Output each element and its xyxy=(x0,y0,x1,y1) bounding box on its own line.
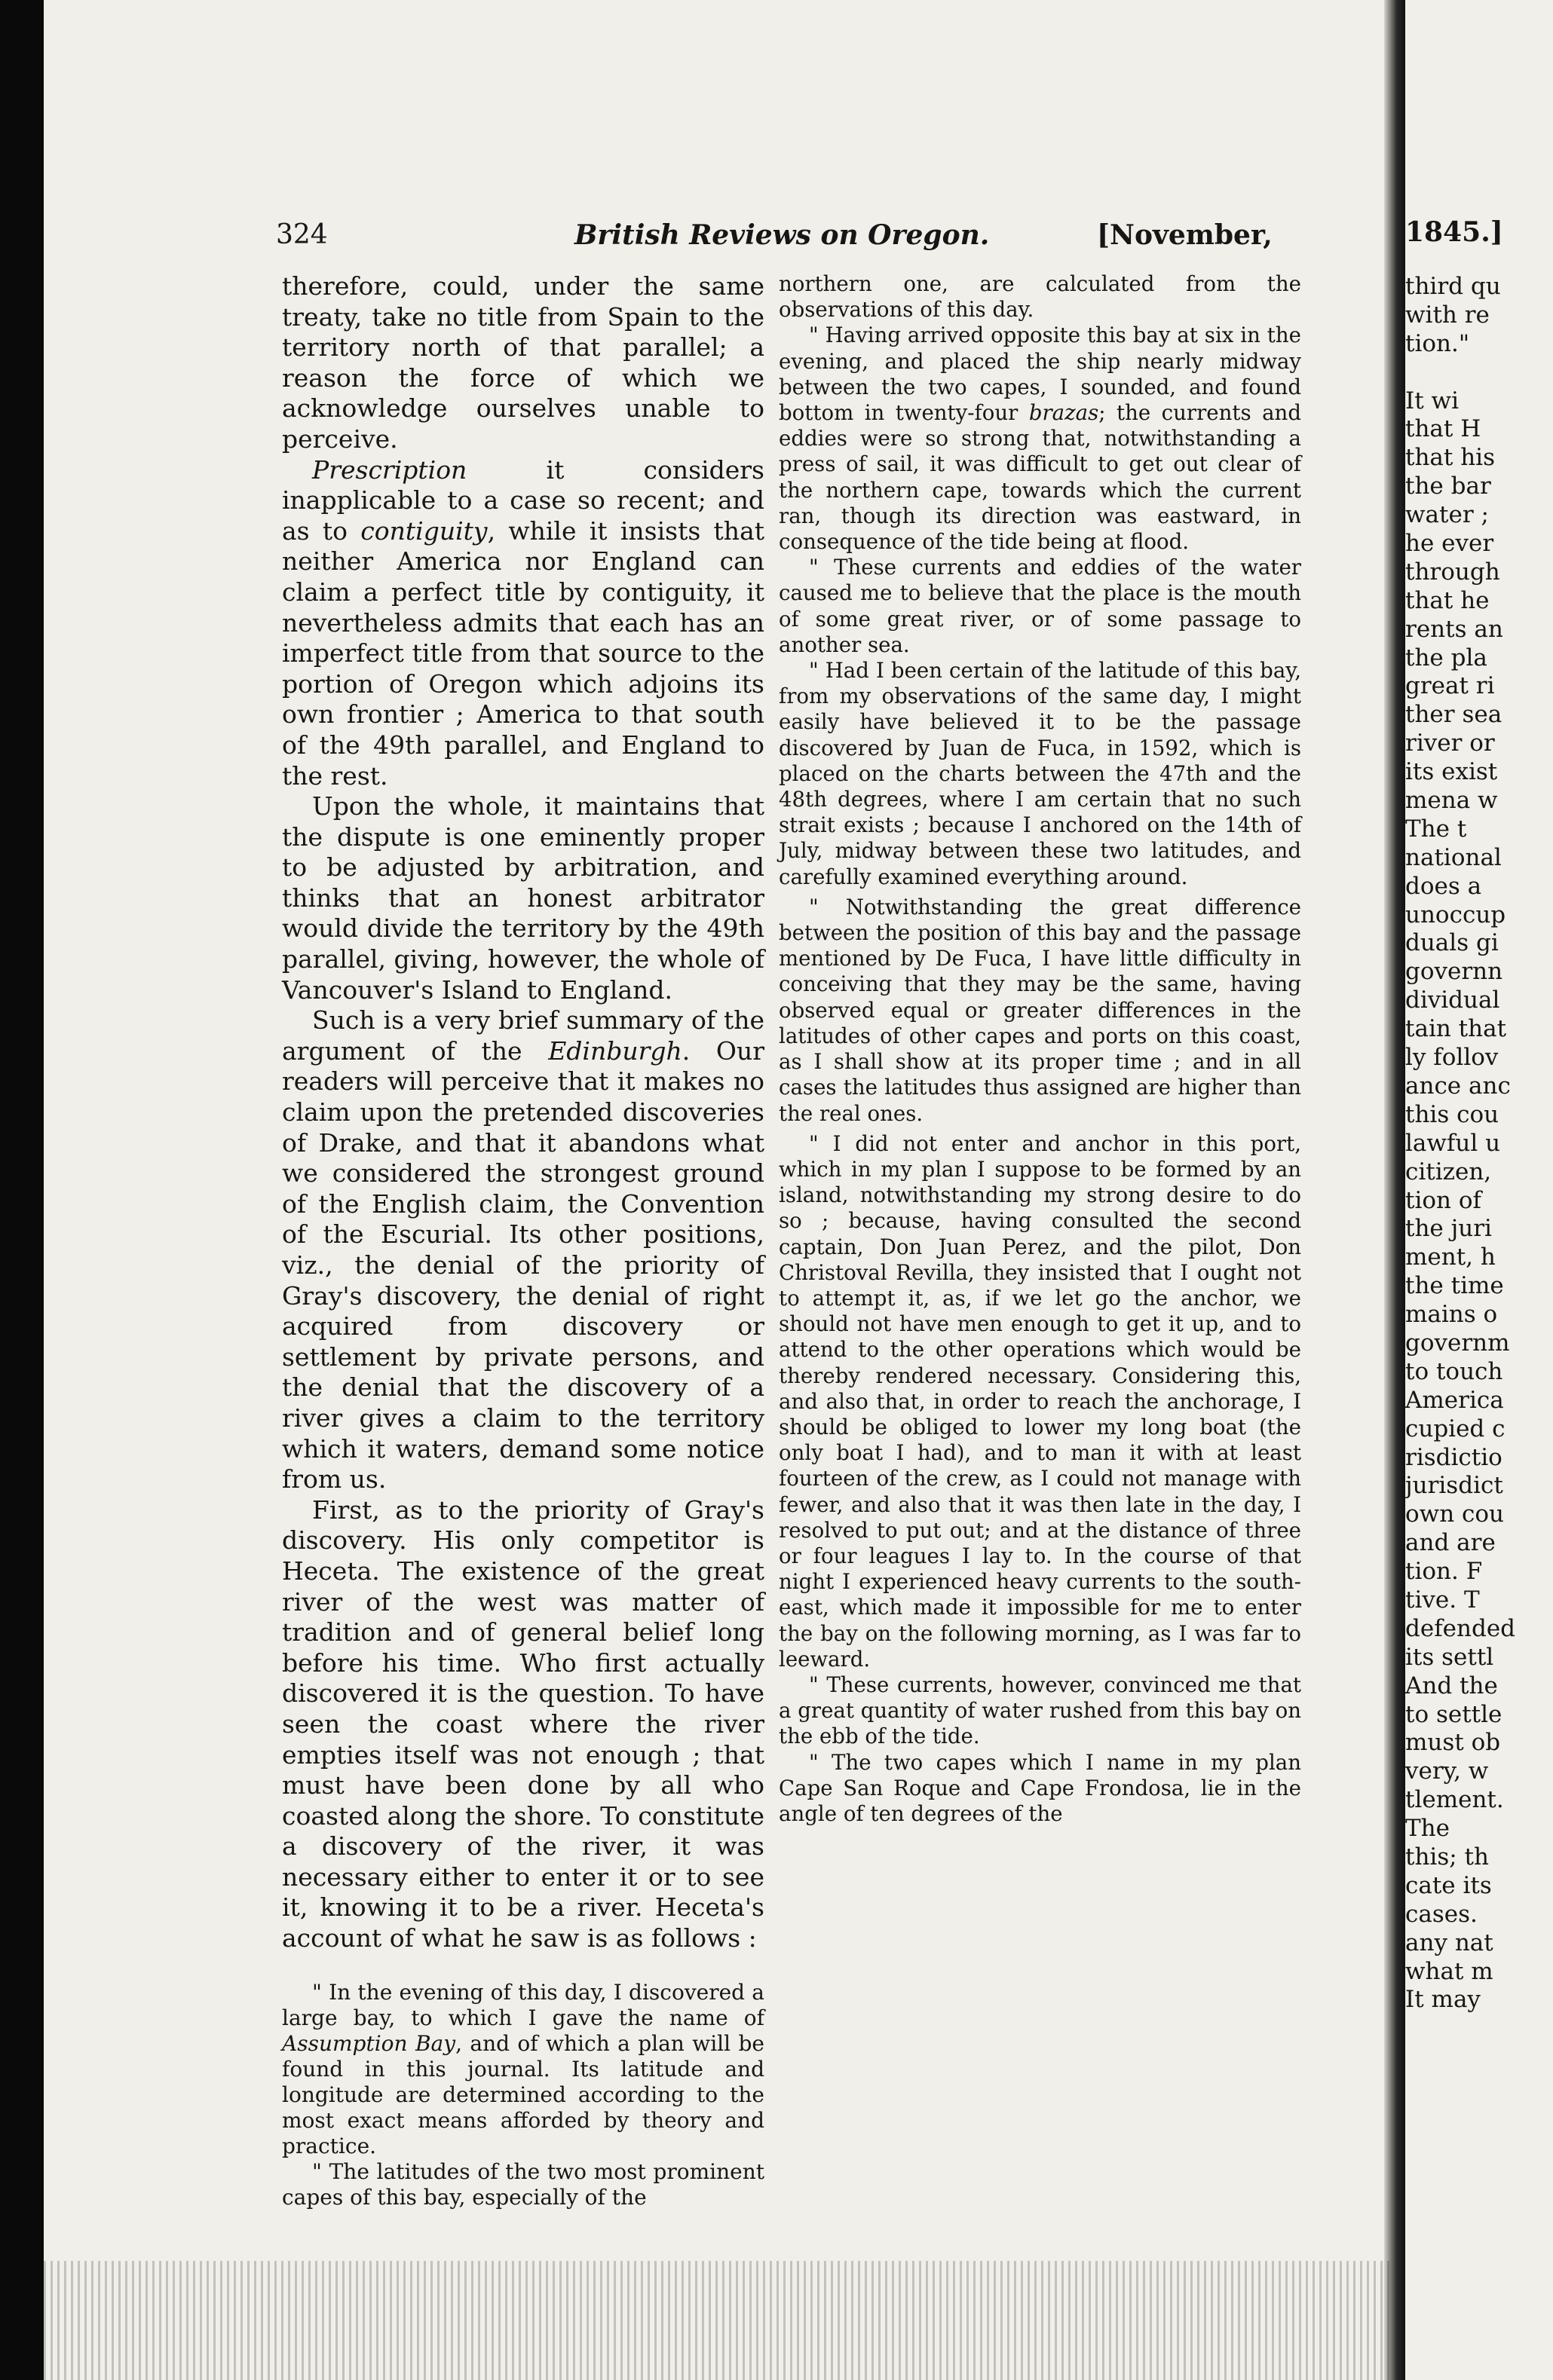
page-number: 324 xyxy=(276,219,328,250)
right-page-line-fragment: tion." xyxy=(1405,329,1470,357)
right-page-line-fragment: risdictio xyxy=(1405,1443,1502,1471)
right-page-line-fragment: that H xyxy=(1405,415,1481,443)
right-page-line-fragment: that his xyxy=(1405,444,1496,472)
block-quote: " The two capes which I name in my plan Cape San Roque and Cape Frondosa, lie in the angle of ten degrees of the xyxy=(779,1749,1301,1826)
page-bottom-edge xyxy=(44,2261,1393,2380)
text-column-right xyxy=(779,271,1301,1827)
italic-term: brazas xyxy=(1028,400,1099,426)
right-page-line-fragment: governm xyxy=(1405,1329,1510,1357)
block-quote: " Having arrived opposite this bay at six in the evening, and placed the ship nearly midway between the two capes, I sounded, and found bottom in twenty-four brazas; the currents and eddies were so strong that, notwithstanding a press of sail, it was difficult to get out clear of the northern cape, towards which the current ran, though its direction was eastward, in consequence of the tide being at flood. xyxy=(779,323,1301,555)
right-page-line-fragment: rents an xyxy=(1405,615,1503,643)
right-page-line-fragment: ther sea xyxy=(1405,701,1502,729)
right-page-line-fragment: America xyxy=(1405,1386,1504,1414)
right-page-line-fragment: The xyxy=(1405,1815,1450,1843)
paragraph: therefore, could, under the same treaty, take no title from Spain to the territory north of that parallel; a reason the force of which we acknowledge ourselves unable to perceive. xyxy=(282,271,764,454)
right-page-line-fragment: with re xyxy=(1405,301,1490,329)
right-page-line-fragment: cate its xyxy=(1405,1871,1492,1899)
right-page-line-fragment: to settle xyxy=(1405,1700,1502,1728)
running-date: [November, xyxy=(1097,219,1273,251)
right-page-line-fragment: mains o xyxy=(1405,1301,1498,1329)
right-page-line-fragment: that he xyxy=(1405,586,1490,614)
right-page-line-fragment: ance anc xyxy=(1405,1072,1511,1100)
right-page-line-fragment: very, w xyxy=(1405,1757,1489,1785)
right-page-line-fragment: the juri xyxy=(1405,1215,1492,1243)
right-page-line-fragment: tain that xyxy=(1405,1015,1507,1043)
right-page-line-fragment: river or xyxy=(1405,730,1495,757)
right-page-line-fragment: lawful u xyxy=(1405,1129,1501,1157)
right-page-line-fragment: ly follov xyxy=(1405,1044,1499,1072)
right-page-line-fragment: duals gi xyxy=(1405,929,1499,957)
right-page-line-fragment: own cou xyxy=(1405,1501,1505,1528)
right-page-line-fragment: tive. T xyxy=(1405,1586,1480,1614)
right-page-line-fragment: this; th xyxy=(1405,1843,1489,1871)
block-quote: northern one, are calculated from the observations of this day. xyxy=(779,271,1301,323)
right-page-line-fragment: jurisdict xyxy=(1405,1472,1503,1500)
right-page-line-fragment: The t xyxy=(1405,815,1467,843)
block-quote: " In the evening of this day, I discovered a large bay, to which I gave the name of Assumption Bay, and of which a plan will be found in this journal. Its latitude and longitude are determined according to the most exact means afforded by theory and practice. xyxy=(282,1979,764,2158)
italic-term: Edinburgh xyxy=(548,1036,682,1066)
italic-term: contiguity xyxy=(360,515,488,546)
paragraph: First, as to the priority of Gray's discovery. His only competitor is Heceta. The existence of the great river of the west was matter of tradition and of general belief long before his time. Who first actually discovered it is the question. To have seen the coast where the river empties itself was not enough ; that must have been done by all who coasted along the shore. To constitute a discovery of the river, it was necessary either to enter it or to see it, knowing it to be a river. Heceta's account of what he saw is as follows : xyxy=(282,1494,764,1953)
right-page-line-fragment: the time xyxy=(1405,1272,1504,1300)
right-page-line-fragment: tlement. xyxy=(1405,1786,1504,1814)
block-quote: " I did not enter and anchor in this port, which in my plan I suppose to be formed by an island, notwithstanding my strong desire to do so ; because, having consulted the second captain, Don Juan Perez, and the pilot, Don Christoval Revilla, they insisted that I ought not to attempt it, as, if we let go the anchor, we should not have men enough to get it up, and to attend to the other operations which would be thereby rendered necessary. Considering this, and also that, in order to reach the anchorage, I should be obliged to lower my long boat (the only boat I had), and to man it with at least fourteen of the crew, as I could not manage with fewer, and also that it was then late in the day, I resolved to put out; and at the distance of three or four leagues I lay to. In the course of that night I experienced heavy currents to the south-east, which made it impossible for me to enter the bay on the following morning, as I was far to leeward. xyxy=(779,1130,1301,1672)
right-page-line-fragment: through xyxy=(1405,558,1500,586)
right-page-line-fragment: water ; xyxy=(1405,501,1489,529)
right-page-line-fragment: and are xyxy=(1405,1529,1496,1557)
right-page-line-fragment: the pla xyxy=(1405,644,1487,671)
right-page-line-fragment: great ri xyxy=(1405,672,1495,700)
right-page-header: 1845.] xyxy=(1405,216,1503,248)
right-page-line-fragment: ment, h xyxy=(1405,1244,1496,1271)
italic-term: Assumption Bay xyxy=(282,2030,456,2056)
right-page-line-fragment: national xyxy=(1405,843,1502,871)
right-page-line-fragment: he ever xyxy=(1405,530,1494,558)
right-page-line-fragment: what m xyxy=(1405,1957,1493,1985)
right-page-line-fragment: cases. xyxy=(1405,1900,1478,1928)
right-page-line-fragment: unoccup xyxy=(1405,901,1506,928)
right-page-line-fragment: must ob xyxy=(1405,1729,1501,1757)
block-quote: " Had I been certain of the latitude of this bay, from my observations of the same day, I might easily have believed it to be the passage discovered by Juan de Fuca, in 1592, which is placed on the charts between the 47th and the 48th degrees, where I am certain that no such strait exists ; because I anchored on the 14th of July, midway between these two latitudes, and carefully examined everything around. xyxy=(779,658,1301,889)
running-title: British Reviews on Oregon. xyxy=(574,219,990,251)
right-page-line-fragment: It may xyxy=(1405,1986,1481,2014)
right-page-line-fragment: cupied c xyxy=(1405,1415,1506,1442)
block-quote: " These currents, however, convinced me that a great quantity of water rushed from this bay on the ebb of the tide. xyxy=(779,1672,1301,1749)
right-page-line-fragment: to touch xyxy=(1405,1357,1503,1385)
right-page-line-fragment: does a xyxy=(1405,872,1482,900)
right-page-line-fragment: the bar xyxy=(1405,473,1491,500)
block-quote: " Notwithstanding the great difference between the position of this bay and the passage mentioned by De Fuca, I have little difficulty in conceiving that they may be the same, having observed equal or greater differences in the latitudes of other capes and ports on this coast, as I shall show at its proper time ; and in all cases the latitudes thus assigned are higher than the real ones. xyxy=(779,894,1301,1126)
right-page-line-fragment: this cou xyxy=(1405,1100,1499,1128)
right-page-line-fragment: tion. F xyxy=(1405,1558,1483,1586)
right-page-line-fragment: And the xyxy=(1405,1672,1498,1699)
paragraph: Prescription it considers inapplicable to a case so recent; and as to contiguity, while it insists that neither America nor England can claim a perfect title by contiguity, it nevertheless admits that each has an imperfect title from that source to the portion of Oregon which adjoins its own frontier ; America to that south of the 49th parallel, and England to the rest. xyxy=(282,454,764,791)
right-page-line-fragment: tion of xyxy=(1405,1186,1481,1214)
paragraph: Upon the whole, it maintains that the dispute is one eminently proper to be adjusted by arbitration, and thinks that an honest arbitrator would divide the territory by the 49th parallel, giving, however, the whole of Vancouver's Island to England. xyxy=(282,791,764,1005)
right-page-line-fragment: any nat xyxy=(1405,1929,1493,1956)
paragraph: Such is a very brief summary of the argument of the Edinburgh. Our readers will perceive that it makes no claim upon the pretended discoveries of Drake, and that it abandons what we considered the strongest ground of the English claim, the Convention of the Escurial. Its other positions, viz., the denial of the priority of Gray's discovery, the denial of right acquired from discovery or settlement by private persons, and the denial that the discovery of a river gives a claim to the territory which it waters, demand some notice from us. xyxy=(282,1005,764,1494)
italic-term: Prescription xyxy=(312,454,467,485)
right-page-line-fragment xyxy=(1405,357,1515,386)
gutter-shadow xyxy=(1384,0,1405,2380)
right-page-line-fragment: its settl xyxy=(1405,1643,1494,1671)
right-page-line-fragment: governn xyxy=(1405,958,1503,986)
right-page-line-fragment: citizen, xyxy=(1405,1158,1492,1185)
right-page-text-fragments xyxy=(1405,271,1515,2013)
block-quote: " The latitudes of the two most prominent capes of this bay, especially of the xyxy=(282,2158,764,2210)
right-page-line-fragment: defended xyxy=(1405,1614,1516,1642)
right-page-line-fragment: third qu xyxy=(1405,273,1501,300)
right-page-line-fragment: It wi xyxy=(1405,387,1460,415)
right-page-line-fragment: its exist xyxy=(1405,758,1498,786)
right-page-line-fragment: mena w xyxy=(1405,787,1498,815)
block-quote: " These currents and eddies of the water caused me to believe that the place is the mouth of some great river, or of some passage to another sea. xyxy=(779,555,1301,657)
text-column-left xyxy=(282,271,764,2210)
right-page-line-fragment: dividual xyxy=(1405,987,1500,1014)
